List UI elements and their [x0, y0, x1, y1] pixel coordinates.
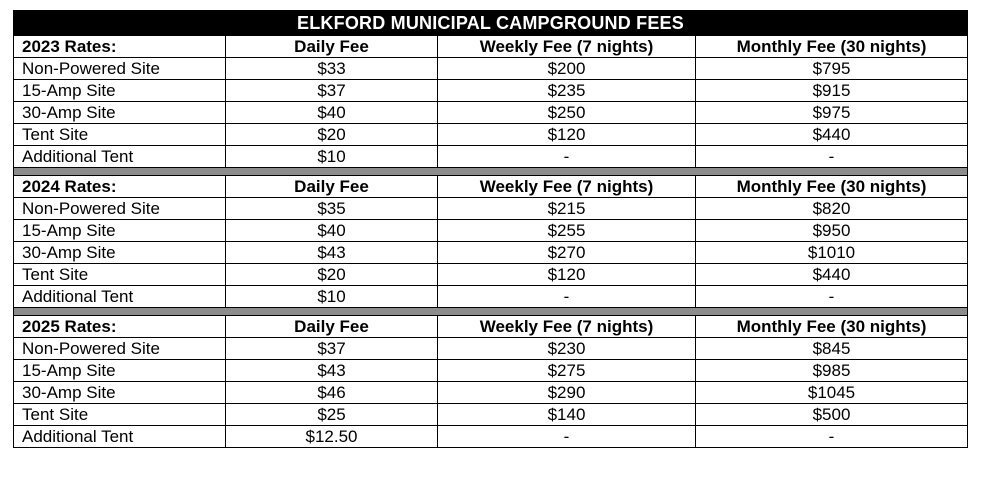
daily-fee: $37 — [226, 80, 438, 102]
site-name: 15-Amp Site — [14, 80, 226, 102]
weekly-fee: $235 — [438, 80, 696, 102]
daily-fee: $37 — [226, 338, 438, 360]
site-name: Non-Powered Site — [14, 58, 226, 80]
daily-fee: $40 — [226, 102, 438, 124]
site-name: 30-Amp Site — [14, 102, 226, 124]
section-divider — [14, 168, 968, 176]
table-row — [14, 124, 968, 146]
daily-fee: $46 — [226, 382, 438, 404]
site-name: Additional Tent — [14, 286, 226, 308]
column-header-weekly: Weekly Fee (7 nights) — [438, 316, 696, 338]
monthly-fee: $950 — [696, 220, 968, 242]
column-header-weekly: Weekly Fee (7 nights) — [438, 176, 696, 198]
site-name: Tent Site — [14, 404, 226, 426]
daily-fee: $20 — [226, 124, 438, 146]
weekly-fee: $215 — [438, 198, 696, 220]
monthly-fee: $845 — [696, 338, 968, 360]
monthly-fee: - — [696, 426, 968, 448]
column-header-daily: Daily Fee — [226, 176, 438, 198]
section-label: 2023 Rates: — [14, 36, 226, 58]
site-name: 30-Amp Site — [14, 382, 226, 404]
daily-fee: $12.50 — [226, 426, 438, 448]
table-row — [14, 58, 968, 80]
site-name: Tent Site — [14, 264, 226, 286]
monthly-fee: $795 — [696, 58, 968, 80]
section-label: 2025 Rates: — [14, 316, 226, 338]
table-row — [14, 338, 968, 360]
table-row — [14, 426, 968, 448]
weekly-fee: $255 — [438, 220, 696, 242]
monthly-fee: - — [696, 146, 968, 168]
column-header-monthly: Monthly Fee (30 nights) — [696, 316, 968, 338]
weekly-fee: $250 — [438, 102, 696, 124]
site-name: 15-Amp Site — [14, 360, 226, 382]
site-name: Additional Tent — [14, 426, 226, 448]
weekly-fee: $120 — [438, 264, 696, 286]
table-row — [14, 382, 968, 404]
monthly-fee: $440 — [696, 124, 968, 146]
section-header-row — [14, 36, 968, 58]
table-row — [14, 264, 968, 286]
weekly-fee: - — [438, 426, 696, 448]
monthly-fee: - — [696, 286, 968, 308]
monthly-fee: $440 — [696, 264, 968, 286]
daily-fee: $25 — [226, 404, 438, 426]
site-name: Non-Powered Site — [14, 338, 226, 360]
weekly-fee: $120 — [438, 124, 696, 146]
section-header-row — [14, 176, 968, 198]
monthly-fee: $820 — [696, 198, 968, 220]
weekly-fee: $270 — [438, 242, 696, 264]
site-name: Non-Powered Site — [14, 198, 226, 220]
table-row — [14, 360, 968, 382]
weekly-fee: $290 — [438, 382, 696, 404]
table-row — [14, 198, 968, 220]
daily-fee: $33 — [226, 58, 438, 80]
site-name: 30-Amp Site — [14, 242, 226, 264]
table-row — [14, 242, 968, 264]
table-row — [14, 286, 968, 308]
column-header-weekly: Weekly Fee (7 nights) — [438, 36, 696, 58]
column-header-daily: Daily Fee — [226, 36, 438, 58]
table-row — [14, 80, 968, 102]
weekly-fee: $140 — [438, 404, 696, 426]
section-divider-bar — [14, 168, 968, 176]
daily-fee: $10 — [226, 146, 438, 168]
table-row — [14, 220, 968, 242]
column-header-daily: Daily Fee — [226, 316, 438, 338]
daily-fee: $40 — [226, 220, 438, 242]
section-header-row — [14, 316, 968, 338]
column-header-monthly: Monthly Fee (30 nights) — [696, 176, 968, 198]
table-row — [14, 404, 968, 426]
site-name: 15-Amp Site — [14, 220, 226, 242]
monthly-fee: $1045 — [696, 382, 968, 404]
monthly-fee: $1010 — [696, 242, 968, 264]
monthly-fee: $915 — [696, 80, 968, 102]
monthly-fee: $975 — [696, 102, 968, 124]
site-name: Additional Tent — [14, 146, 226, 168]
site-name: Tent Site — [14, 124, 226, 146]
monthly-fee: $500 — [696, 404, 968, 426]
daily-fee: $35 — [226, 198, 438, 220]
table-title-row — [14, 11, 968, 36]
daily-fee: $43 — [226, 360, 438, 382]
weekly-fee: $275 — [438, 360, 696, 382]
table-row — [14, 102, 968, 124]
daily-fee: $20 — [226, 264, 438, 286]
weekly-fee: $230 — [438, 338, 696, 360]
daily-fee: $10 — [226, 286, 438, 308]
section-divider-bar — [14, 308, 968, 316]
section-label: 2024 Rates: — [14, 176, 226, 198]
campground-fees-table — [13, 10, 968, 448]
table-title: ELKFORD MUNICIPAL CAMPGROUND FEES — [14, 11, 968, 36]
weekly-fee: - — [438, 146, 696, 168]
weekly-fee: $200 — [438, 58, 696, 80]
weekly-fee: - — [438, 286, 696, 308]
monthly-fee: $985 — [696, 360, 968, 382]
column-header-monthly: Monthly Fee (30 nights) — [696, 36, 968, 58]
table-row — [14, 146, 968, 168]
section-divider — [14, 308, 968, 316]
daily-fee: $43 — [226, 242, 438, 264]
